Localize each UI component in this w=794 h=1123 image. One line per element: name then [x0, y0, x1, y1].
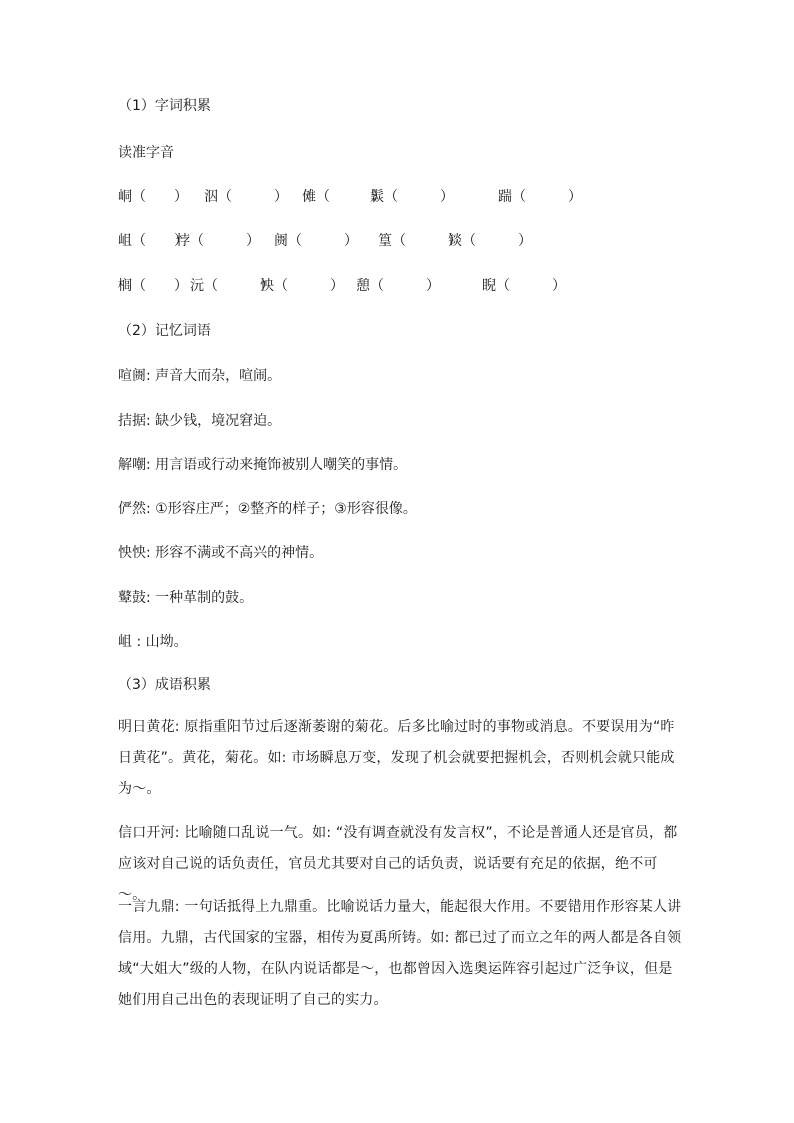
- vocab-entry: [118, 499, 688, 519]
- pinyin-blank: 悖（ ）: [176, 233, 260, 249]
- idiom-paragraph: 明日黄花: 原指重阳节过后逐渐萎谢的菊花。后多比喻过时的事物或消息。不要误用为“昨日黄花”。黄花，菊花。如: 市场瞬息万变，发现了机会就要把握机会，否则机会就只能成为～。: [118, 719, 675, 797]
- vocab-definition: : ①形容庄严；②整齐的样子；③形容很像。: [146, 501, 417, 517]
- pinyin-blank: 峒（ ）: [118, 189, 188, 205]
- pinyin-blank: 睨（ ）: [482, 278, 566, 294]
- vocab-term: 俨然: [118, 501, 146, 517]
- vocab-entry: [118, 543, 688, 563]
- pinyin-blank: 篁（ ）: [378, 233, 462, 249]
- vocab-definition: : 用言语或行动来掩饰被别人嘲笑的事情。: [146, 457, 408, 473]
- pinyin-blank: 泅（ ）: [204, 189, 288, 205]
- vocab-term: 鼙鼓: [118, 590, 146, 606]
- vocab-entry: [118, 455, 688, 475]
- section-heading-idioms: （3）成语积累: [118, 677, 211, 693]
- vocab-entry: [118, 366, 688, 386]
- vocab-definition: : 缺少钱，境况窘迫。: [146, 413, 282, 429]
- pinyin-blank: 鬏（ ）: [370, 189, 454, 205]
- pinyin-blank: 沅（ ）: [190, 278, 274, 294]
- pinyin-blank: 踹（ ）: [498, 189, 582, 205]
- vocab-definition: : 形容不满或不高兴的神情。: [146, 545, 324, 561]
- section-heading-word-accumulation: （1）字词积累: [118, 98, 211, 114]
- section-heading-vocabulary: （2）记忆词语: [118, 323, 211, 339]
- vocab-definition: : 一种革制的鼓。: [146, 590, 254, 606]
- subheading-pronunciation: 读准字音: [118, 145, 174, 161]
- vocab-entry: [118, 632, 688, 652]
- idiom-paragraph: 一言九鼎: 一句话抵得上九鼎重。比喻说话力量大，能起很大作用。不要错用作形容某人讲信用。九鼎，古代国家的宝器，相传为夏禹所铸。如: 都已过了而立之年的两人都是各自领域“大姐大”级的人物，在队内说话都是～，也都曾因入选奥运阵容引起过广泛争议，但是她们用自己出色的表现证明了自己的实力。: [118, 899, 682, 1008]
- vocab-definition: : 声音大而杂，喧闹。: [146, 368, 282, 384]
- pinyin-blank: 傩（ ）: [302, 189, 386, 205]
- vocab-term: 怏怏: [118, 545, 146, 561]
- vocab-term: 拮据: [118, 413, 146, 429]
- pinyin-blank: 憩（ ）: [356, 278, 440, 294]
- pinyin-blank: 锬（ ）: [448, 233, 532, 249]
- vocab-term: 岨: [118, 634, 137, 650]
- pinyin-blank: 怏（ ）: [260, 278, 344, 294]
- vocab-term: 解嘲: [118, 457, 146, 473]
- vocab-entry: [118, 411, 688, 431]
- vocab-definition: : 山坳。: [136, 634, 188, 650]
- pinyin-blank: 阓（ ）: [274, 233, 358, 249]
- idiom-paragraph: 信口开河: 比喻随口乱说一气。如: “没有调查就没有发言权”，不论是普通人还是官员，都应该对自己说的话负责任，官员尤其要对自己的话负责，说话要有充足的依据，绝不可～。: [118, 825, 678, 903]
- vocab-entry: [118, 588, 688, 608]
- vocab-term: 喧阓: [118, 368, 146, 384]
- pinyin-blank: 榈（ ）: [118, 278, 188, 294]
- pinyin-blank: 岨（ ）: [118, 233, 188, 249]
